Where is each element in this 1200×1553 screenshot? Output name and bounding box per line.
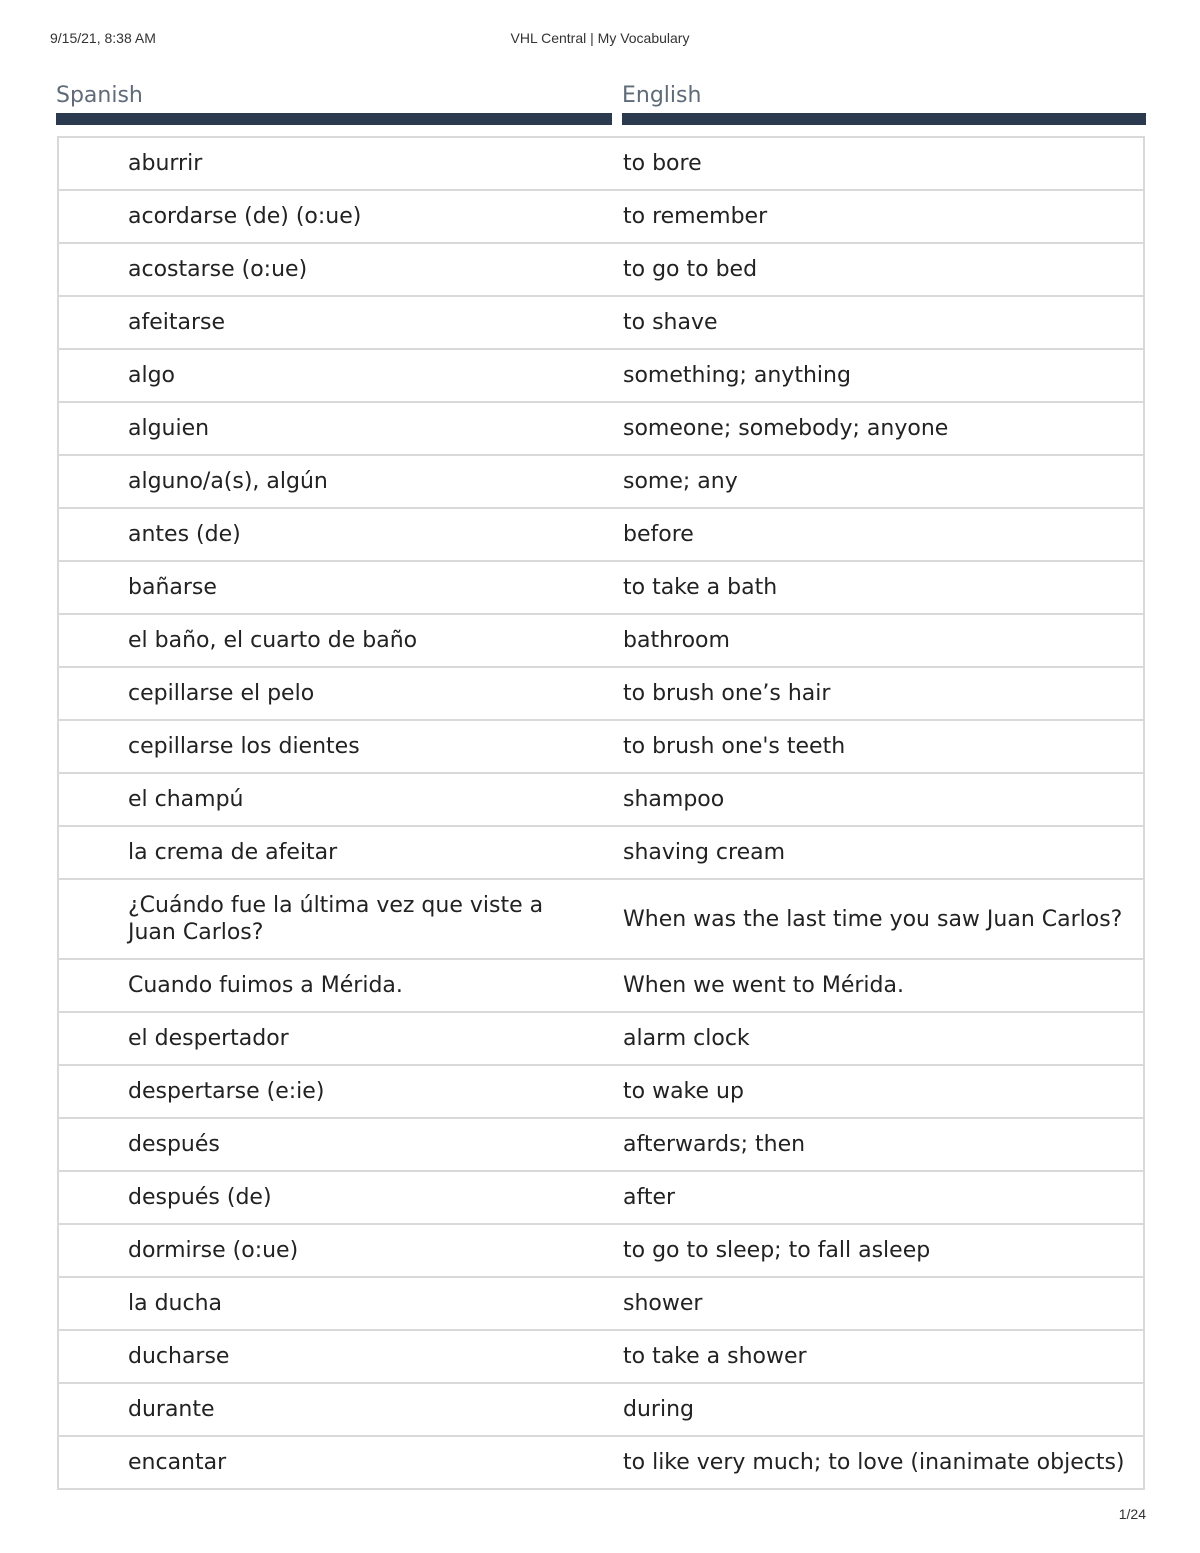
english-translation: to take a bath	[623, 575, 778, 600]
spanish-term: afeitarse	[128, 310, 226, 335]
spanish-term: algo	[128, 363, 176, 388]
english-translation: to go to bed	[623, 257, 758, 282]
english-translation: afterwards; then	[623, 1132, 806, 1157]
vocab-row	[59, 1437, 1143, 1488]
vocab-row	[59, 138, 1143, 191]
print-title: VHL Central | My Vocabulary	[510, 30, 690, 46]
spanish-term: aburrir	[128, 151, 203, 176]
english-translation: someone; somebody; anyone	[623, 416, 949, 441]
print-date: 9/15/21, 8:38 AM	[50, 30, 156, 46]
english-translation: shampoo	[623, 787, 725, 812]
vocab-row	[59, 403, 1143, 456]
english-translation: to brush one’s hair	[623, 681, 831, 706]
column-header-spanish-bar	[56, 113, 612, 125]
vocab-row	[59, 827, 1143, 880]
spanish-term: ¿Cuándo fue la última vez que viste a Juan Carlos?	[128, 893, 544, 945]
spanish-term: alguno/a(s), algún	[128, 469, 328, 494]
vocab-row	[59, 1119, 1143, 1172]
spanish-term: cepillarse el pelo	[128, 681, 315, 706]
spanish-term: el despertador	[128, 1026, 289, 1051]
english-translation: to like very much; to love (inanimate objects)	[623, 1450, 1125, 1475]
english-translation: shaving cream	[623, 840, 786, 865]
vocab-row	[59, 562, 1143, 615]
english-translation: shower	[623, 1291, 703, 1316]
spanish-term: despertarse (e:ie)	[128, 1079, 325, 1104]
print-header	[50, 30, 1150, 48]
spanish-term: cepillarse los dientes	[128, 734, 360, 759]
spanish-term: dormirse (o:ue)	[128, 1238, 299, 1263]
spanish-term: bañarse	[128, 575, 217, 600]
vocab-row	[59, 350, 1143, 403]
spanish-term: acostarse (o:ue)	[128, 257, 308, 282]
page-number: 1/24	[1118, 1506, 1146, 1522]
vocab-row	[59, 774, 1143, 827]
english-translation: during	[623, 1397, 694, 1422]
vocab-row	[59, 960, 1143, 1013]
english-translation: to shave	[623, 310, 718, 335]
english-translation: to take a shower	[623, 1344, 807, 1369]
spanish-term: el baño, el cuarto de baño	[128, 628, 418, 653]
vocab-row	[59, 1013, 1143, 1066]
spanish-term: después (de)	[128, 1185, 272, 1210]
english-translation: to brush one's teeth	[623, 734, 846, 759]
english-translation: to bore	[623, 151, 702, 176]
spanish-term: encantar	[128, 1450, 227, 1475]
column-headers	[56, 82, 1146, 126]
spanish-term: durante	[128, 1397, 215, 1422]
column-header-spanish-label: Spanish	[56, 83, 143, 108]
vocab-row	[59, 191, 1143, 244]
spanish-term: Cuando fuimos a Mérida.	[128, 973, 403, 998]
vocab-row	[59, 456, 1143, 509]
vocab-row	[59, 1331, 1143, 1384]
spanish-term: después	[128, 1132, 220, 1157]
vocabulary-table	[57, 136, 1145, 1490]
vocab-row	[59, 1172, 1143, 1225]
vocab-row	[59, 721, 1143, 774]
english-translation: before	[623, 522, 694, 547]
english-translation: bathroom	[623, 628, 730, 653]
english-translation: to go to sleep; to fall asleep	[623, 1238, 931, 1263]
english-translation: When was the last time you saw Juan Carlos?	[623, 906, 1123, 932]
column-header-english-label: English	[622, 83, 702, 108]
vocab-row	[59, 509, 1143, 562]
column-header-english	[622, 82, 1146, 126]
english-translation: some; any	[623, 469, 738, 494]
spanish-term: alguien	[128, 416, 210, 441]
spanish-term: la crema de afeitar	[128, 840, 338, 865]
vocab-row	[59, 1278, 1143, 1331]
spanish-term: el champú	[128, 787, 244, 812]
spanish-term: acordarse (de) (o:ue)	[128, 204, 362, 229]
vocab-row	[59, 1066, 1143, 1119]
english-translation: to wake up	[623, 1079, 744, 1104]
english-translation: to remember	[623, 204, 768, 229]
vocab-row	[59, 244, 1143, 297]
vocab-row	[59, 880, 1143, 960]
spanish-term: la ducha	[128, 1291, 223, 1316]
vocab-row	[59, 668, 1143, 721]
vocab-row	[59, 615, 1143, 668]
vocab-row	[59, 297, 1143, 350]
vocab-row	[59, 1225, 1143, 1278]
spanish-term: antes (de)	[128, 522, 241, 547]
english-translation: after	[623, 1185, 676, 1210]
english-translation: When we went to Mérida.	[623, 973, 904, 998]
column-header-spanish	[56, 82, 612, 126]
spanish-term: ducharse	[128, 1344, 230, 1369]
vocab-row	[59, 1384, 1143, 1437]
english-translation: something; anything	[623, 363, 851, 388]
column-header-english-bar	[622, 113, 1146, 125]
english-translation: alarm clock	[623, 1026, 750, 1051]
